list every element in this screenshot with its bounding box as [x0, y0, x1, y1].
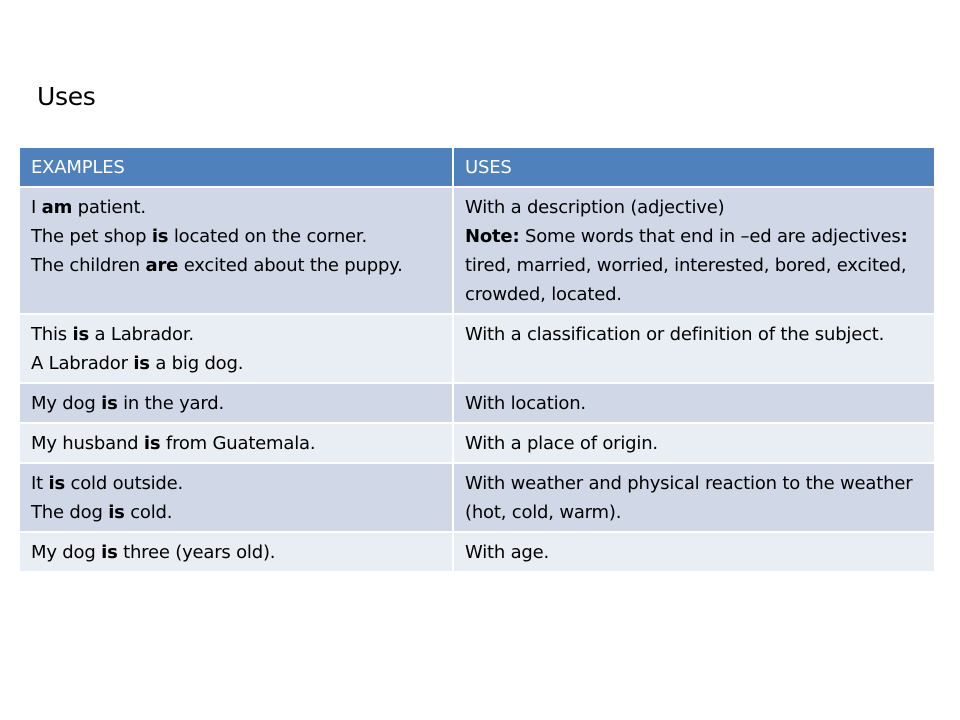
example-sentence: It is cold outside.: [31, 473, 184, 494]
verb: is: [48, 473, 65, 494]
example-sentence: The pet shop is located on the corner.: [31, 226, 368, 247]
example-sentence: The dog is cold.: [31, 502, 173, 523]
examples-cell: [19, 383, 453, 423]
example-sentence: My dog is in the yard.: [31, 393, 225, 414]
verb: is: [108, 502, 125, 523]
verb: are: [145, 255, 179, 276]
uses-table: [18, 146, 936, 573]
examples-cell: [19, 532, 453, 572]
example-sentence: I am patient.: [31, 197, 146, 218]
uses-cell: With a place of origin.: [453, 423, 935, 463]
examples-cell: [19, 463, 453, 532]
table-row: [19, 383, 935, 423]
table-row: [19, 463, 935, 532]
verb: is: [101, 542, 118, 563]
example-sentence: My husband is from Guatemala.: [31, 433, 316, 454]
examples-cell: [19, 423, 453, 463]
example-sentence: The children are excited about the puppy.: [31, 255, 403, 276]
note-label: Note:: [465, 226, 520, 247]
slide-title: Uses: [37, 82, 96, 111]
example-sentence: My dog is three (years old).: [31, 542, 276, 563]
verb: is: [72, 324, 89, 345]
header-uses: USES: [453, 147, 935, 187]
header-examples: EXAMPLES: [19, 147, 453, 187]
uses-cell: [453, 187, 935, 314]
table-header-row: [19, 147, 935, 187]
table-row: [19, 532, 935, 572]
examples-cell: [19, 314, 453, 383]
uses-cell: With a classification or definition of the subject.: [453, 314, 935, 383]
uses-cell: With weather and physical reaction to the weather (hot, cold, warm).: [453, 463, 935, 532]
uses-cell: With age.: [453, 532, 935, 572]
verb: am: [41, 197, 73, 218]
verb: is: [143, 433, 161, 454]
example-sentence: A Labrador is a big dog.: [31, 353, 244, 374]
verb: is: [101, 393, 118, 414]
note-text: Note: Some words that end in –ed are adjectives: tired, married, worried, interested, bored, excited, crowded, located.: [465, 226, 908, 305]
examples-cell: [19, 187, 453, 314]
verb: is: [151, 226, 169, 247]
uses-cell: With location.: [453, 383, 935, 423]
verb: is: [133, 353, 150, 374]
example-sentence: This is a Labrador.: [31, 324, 194, 345]
table-row: [19, 423, 935, 463]
use-text: With a description (adjective): [465, 197, 725, 218]
table-row: [19, 314, 935, 383]
table-row: [19, 187, 935, 314]
